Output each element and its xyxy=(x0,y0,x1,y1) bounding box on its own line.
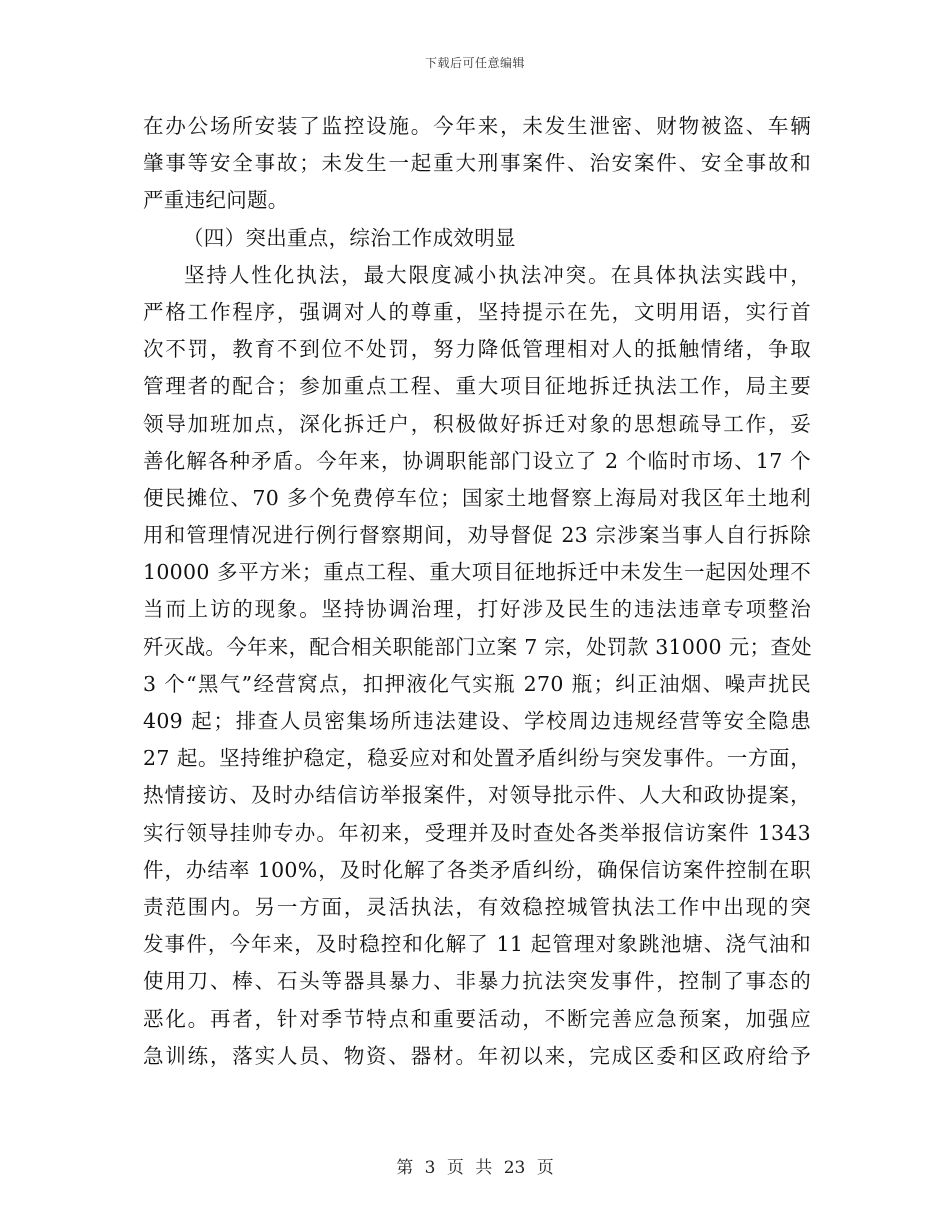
text-line: 10000 多平方米；重点工程、重大项目征地拆迁中未发生一起因处理不 xyxy=(143,560,811,585)
text-line: 当而上访的现象。坚持协调治理，打好涉及民生的违法违章专项整治 xyxy=(143,597,811,622)
text-line: 坚持人性化执法，最大限度减小执法冲突。在具体执法实践中， xyxy=(184,262,811,287)
page-number-footer: 第 3 页 共 23 页 xyxy=(396,1158,554,1178)
section-heading: （四）突出重点，综治工作成效明显 xyxy=(183,225,516,250)
text-line: 善化解各种矛盾。今年来，协调职能部门设立了 2 个临时市场、17 个 xyxy=(143,448,811,473)
text-line: 在办公场所安装了监控设施。今年来，未发生泄密、财物被盗、车辆 xyxy=(143,114,811,138)
document-body xyxy=(143,108,811,1075)
text-line: 用和管理情况进行例行督察期间，劝导督促 23 宗涉案当事人自行拆除 xyxy=(143,523,811,548)
text-line: 27 起。坚持维护稳定，稳妥应对和处置矛盾纠纷与突发事件。一方面， xyxy=(143,746,811,771)
text-line: 歼灭战。今年来，配合相关职能部门立案 7 宗，处罚款 31000 元；查处 xyxy=(143,634,812,659)
text-line: 便民摊位、70 多个免费停车位；国家土地督察上海局对我区年土地利 xyxy=(143,485,811,510)
text-line: 责范围内。另一方面，灵活执法，有效稳控城管执法工作中出现的突 xyxy=(143,894,811,919)
text-line: 件，办结率 100%，及时化解了各类矛盾纠纷，确保信访案件控制在职 xyxy=(143,857,811,882)
text-line: 急训练，落实人员、物资、器材。年初以来，完成区委和区政府给予 xyxy=(143,1043,811,1068)
text-line: 管理者的配合；参加重点工程、重大项目征地拆迁执法工作，局主要 xyxy=(143,374,811,399)
text-line: 次不罚，教育不到位不处罚，努力降低管理相对人的抵触情绪，争取 xyxy=(143,337,811,362)
text-line: 实行领导挂帅专办。年初来，受理并及时查处各类举报信访案件 1343 xyxy=(143,820,811,845)
text-line: 热情接访、及时办结信访举报案件，对领导批示件、人大和政协提案， xyxy=(143,783,811,808)
text-line: 3 个“黑气”经营窝点，扣押液化气实瓶 270 瓶；纠正油烟、噪声扰民 xyxy=(143,671,811,696)
text-line: 恶化。再者，针对季节特点和重要活动，不断完善应急预案，加强应 xyxy=(143,1006,811,1031)
text-line: 发事件，今年来，及时稳控和化解了 11 起管理对象跳池塘、浇气油和 xyxy=(143,932,811,957)
page-header-note: 下载后可任意编辑 xyxy=(424,56,525,70)
text-line: 严格工作程序，强调对人的尊重，坚持提示在先，文明用语，实行首 xyxy=(143,299,811,324)
text-line: 严重违纪问题。 xyxy=(143,188,289,213)
text-line: 409 起；排查人员密集场所违法建设、学校周边违规经营等安全隐患 xyxy=(143,709,811,733)
text-line: 肇事等安全事故；未发生一起重大刑事案件、治安案件、安全事故和 xyxy=(143,151,811,176)
text-line: 使用刀、棒、石头等器具暴力、非暴力抗法突发事件，控制了事态的 xyxy=(143,969,811,994)
text-line: 领导加班加点，深化拆迁户，积极做好拆迁对象的思想疏导工作，妥 xyxy=(143,411,811,436)
